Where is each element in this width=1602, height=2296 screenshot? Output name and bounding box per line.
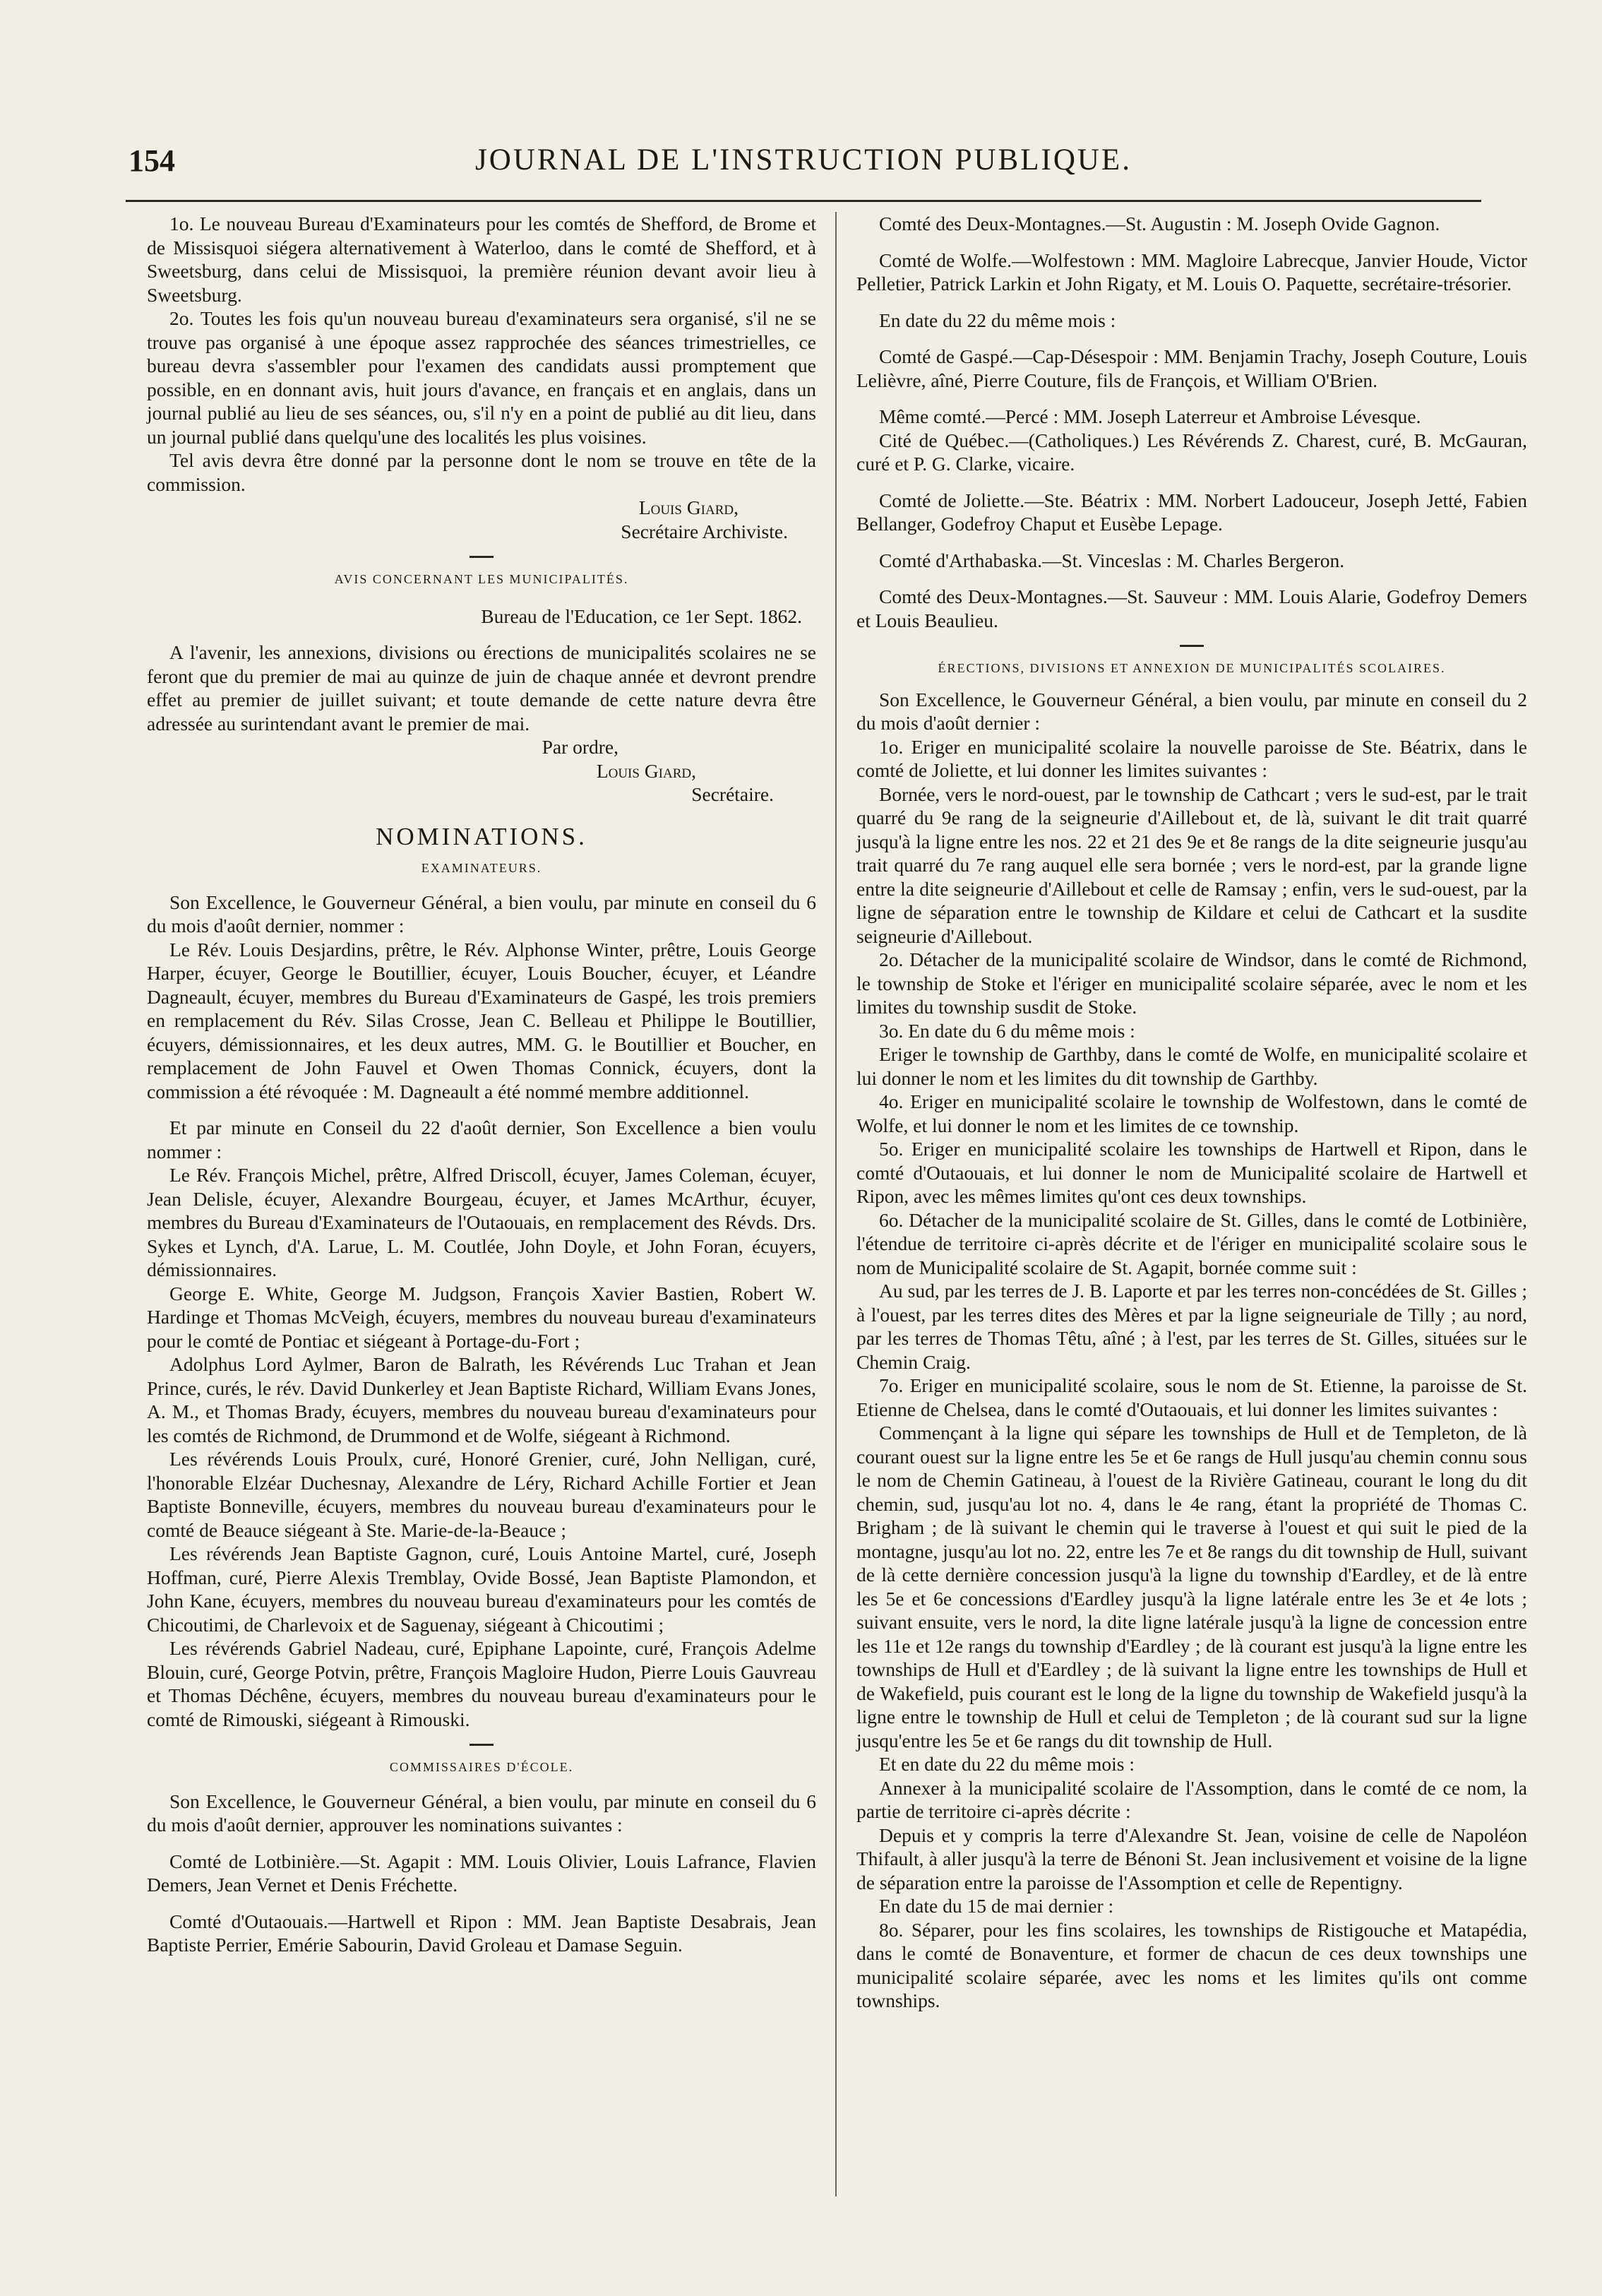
paragraph: Comté des Deux-Montagnes.—St. Sauveur : MM. Louis Alarie, Godefroy Demers et Louis Beaulieu. <box>856 585 1527 631</box>
right-column <box>856 212 1527 2013</box>
page-header <box>126 141 1481 191</box>
subsection-heading-examinateurs: EXAMINATEURS. <box>421 861 542 875</box>
left-column <box>147 212 816 1957</box>
paragraph: 8o. Séparer, pour les fins scolaires, les townships de Ristigouche et Matapédia, dans le comté de Bonaventure, et former de chacun de ces deux townships une municipalité scolaire séparée, avec les noms et les limites qu'ils ont comme townships. <box>856 1918 1527 2011</box>
header-rule <box>126 200 1481 202</box>
paragraph: En date du 22 du même mois : <box>879 309 1116 331</box>
paragraph: Le Rév. Louis Desjardins, prêtre, le Rév. Alphonse Winter, prêtre, Louis George Harper, écuyer, George le Boutillier, écuyer, Louis Boucher, écuyer, et Léandre Dagneault, écuyer, membres du Bureau d'Examinateurs de Gaspé, les trois premiers en remplacement du Rév. Silas Crosse, Jean C. Belleau et Philippe le Boutillier, écuyers, démissionnaires, et les deux autres, MM. G. le Boutillier et Boucher, en remplacement de John Fauvel et Owen Thomas Connick, écuyers, dont la commission a été révoquée : M. Dagneault a été nommé membre additionnel. <box>147 938 816 1102</box>
paragraph: Depuis et y compris la terre d'Alexandre St. Jean, voisine de celle de Napoléon Thifault, à aller jusqu'à la terre de Bénoni St. Jean inclusivement et voisine de la ligne de séparation entre la paroisse de l'Assomption et celle de Repentigny. <box>856 1824 1527 1893</box>
section-divider <box>470 1744 494 1746</box>
paragraph: En date du 15 de mai dernier : <box>879 1895 1114 1917</box>
paragraph: George E. White, George M. Judgson, François Xavier Bastien, Robert W. Hardinge et Thomas McVeigh, écuyers, membres du nouveau bureau d'examinateurs pour le comté de Pontiac et siégeant à Portage-du-Fort ; <box>147 1282 816 1352</box>
paragraph: Les révérends Louis Proulx, curé, Honoré Grenier, curé, John Nelligan, curé, l'honorable Elzéar Duchesnay, Alexandre de Léry, Richard Achille Fortier et Jean Baptiste Bonneville, écuyers, membres du nouveau bureau d'examinateurs pour le comté de Beauce siégeant à Ste. Marie-de-la-Beauce ; <box>147 1448 816 1541</box>
paragraph: 2o. Détacher de la municipalité scolaire de Windsor, dans le comté de Richmond, le township de Stoke et l'ériger en municipalité scolaire séparée, avec le nom et les limites du township susdit de Stoke. <box>856 948 1527 1018</box>
paragraph: Adolphus Lord Aylmer, Baron de Balrath, les Révérends Luc Trahan et Jean Prince, curés, le rév. David Dunkerley et Jean Baptiste Richard, William Evans Jones, A. M., et Thomas Brady, écuyers, membres du nouveau bureau d'examinateurs pour les comtés de Richmond, de Drummond et de Wolfe, siégeant à Richmond. <box>147 1353 816 1446</box>
paragraph: 5o. Eriger en municipalité scolaire les townships de Hartwell et Ripon, dans le comté d'Outaouais, et lui donner le nom de Municipalité scolaire de Hartwell et Ripon, avec les mêmes limites qu'ont ces deux townships. <box>856 1138 1527 1207</box>
signature-order: Par ordre, <box>542 736 618 758</box>
signature-title: Secrétaire Archiviste. <box>621 520 788 542</box>
signature-title: Secrétaire. <box>691 783 774 805</box>
paragraph: Même comté.—Percé : MM. Joseph Laterreur et Ambroise Lévesque. <box>879 405 1421 427</box>
paragraph: Comté d'Outaouais.—Hartwell et Ripon : MM. Jean Baptiste Desabrais, Jean Baptiste Perrier, Emérie Sabourin, David Groleau et Damase Seguin. <box>147 1910 816 1956</box>
subsection-heading-commissaires: COMMISSAIRES D'ÉCOLE. <box>389 1760 574 1774</box>
section-heading-erections: ÉRECTIONS, DIVISIONS ET ANNEXION DE MUNICIPALITÉS SCOLAIRES. <box>938 661 1446 675</box>
column-rule <box>835 212 837 2196</box>
paragraph: Les révérends Jean Baptiste Gagnon, curé, Louis Antoine Martel, curé, Joseph Hoffman, curé, Pierre Alexis Tremblay, Ovide Bossé, Jean Baptiste Plamondon, et John Kane, écuyers, membres du nouveau bureau d'examinateurs pour les comtés de Chicoutimi, de Charlevoix et de Saguenay, siégeant à Chicoutimi ; <box>147 1542 816 1636</box>
paragraph: Comté de Gaspé.—Cap-Désespoir : MM. Benjamin Trachy, Joseph Couture, Louis Lelièvre, aîné, Pierre Couture, fils de François, et William O'Brien. <box>856 345 1527 391</box>
paragraph: Comté de Wolfe.—Wolfestown : MM. Magloire Labrecque, Janvier Houde, Victor Pelletier, Patrick Larkin et John Rigaty, et M. Louis O. Paquette, secrétaire-trésorier. <box>856 249 1527 295</box>
paragraph: Au sud, par les terres de J. B. Laporte et par les terres non-concédées de St. Gilles ; à l'ouest, par les terres dites des Mères et par la ligne seigneuriale de Tilly ; au nord, par les terres de Thomas Têtu, aîné ; à l'est, par les terres de St. Gilles, situées sur le Chemin Craig. <box>856 1280 1527 1373</box>
paragraph: 2o. Toutes les fois qu'un nouveau bureau d'examinateurs sera organisé, s'il ne se trouve pas organisé à une époque assez rapprochée des séances trimestrielles, ce bureau devra s'assembler pour l'examen des candidats aussi promptement que possible, en en donnant avis, huit jours d'avance, en français et en anglais, dans un journal publié au lieu de ses séances, ou, s'il n'y en a point de publié au dit lieu, dans un journal publié dans quelqu'une des localités les plus voisines. <box>147 307 816 448</box>
paragraph: 1o. Le nouveau Bureau d'Examinateurs pour les comtés de Shefford, de Brome et de Missisquoi siégera alternativement à Waterloo, dans le comté de Shefford, et à Sweetsburg, dans celui de Missisquoi, la première réunion devant avoir lieu à Sweetsburg. <box>147 213 816 306</box>
section-divider <box>1180 645 1204 647</box>
section-heading-avis: AVIS CONCERNANT LES MUNICIPALITÉS. <box>334 572 629 586</box>
paragraph: Les révérends Gabriel Nadeau, curé, Epiphane Lapointe, curé, François Adelme Blouin, curé, George Potvin, prêtre, François Magloire Hudon, Pierre Louis Gauvreau et Thomas Déchêne, écuyers, membres du nouveau bureau d'examinateurs pour le comté de Rimouski, siégeant à Rimouski. <box>147 1637 816 1730</box>
paragraph: Comté d'Arthabaska.—St. Vinceslas : M. Charles Bergeron. <box>879 549 1345 571</box>
paragraph: 4o. Eriger en municipalité scolaire le township de Wolfestown, dans le comté de Wolfe, et lui donner le nom et les limites de ce township. <box>856 1090 1527 1136</box>
paragraph: 6o. Détacher de la municipalité scolaire de St. Gilles, dans le comté de Lotbinière, l'étendue de territoire ci-après décrite et de l'ériger en municipalité scolaire sous le nom de Municipalité scolaire de St. Agapit, bornée comme suit : <box>856 1208 1527 1278</box>
paragraph: Son Excellence, le Gouverneur Général, a bien voulu, par minute en conseil du 2 du mois d'août dernier : <box>856 688 1527 734</box>
paragraph: 3o. En date du 6 du même mois : <box>879 1019 1135 1042</box>
paragraph: Et par minute en Conseil du 22 d'août dernier, Son Excellence a bien voulu nommer : <box>147 1117 816 1162</box>
paragraph: Son Excellence, le Gouverneur Général, a bien voulu, par minute en conseil du 6 du mois d'août dernier, approuver les nominations suivantes : <box>147 1790 816 1836</box>
paragraph: Comté de Lotbinière.—St. Agapit : MM. Louis Olivier, Louis Lafrance, Flavien Demers, Jean Vernet et Denis Fréchette. <box>147 1850 816 1896</box>
paragraph: Commençant à la ligne qui sépare les townships de Hull et de Templeton, de là courant ouest sur la ligne entre les 5e et 6e rangs de Hull jusqu'au chemin connu sous le nom de Chemin Gatineau, à l'ouest de la Rivière Gatineau, courant le long du dit chemin, sud, jusqu'au lot no. 4, dans le 4e rang, étant la propriété de Thomas C. Brigham ; de là suivant le chemin qui le traverse à l'ouest et qui suit le pied de la montagne, jusqu'au lot no. 22, entre les 7e et 8e rangs du dit township de Hull, suivant de là cette dernière concession jusqu'à la ligne du township d'Eardley, et de là entre les 5e et 6e concessions d'Eardley jusqu'à la ligne latérale entre les 3e et 4e lots ; suivant ensuite, vers le nord, la dite ligne latérale jusqu'à la ligne de concession entre les 11e et 12e rangs du township d'Eardley ; de là courant est jusqu'à la ligne entre les townships de Hull et d'Eardley ; de là suivant la ligne entre les townships de Hull et de Wakefield, puis courant est le long de la ligne du township de Wakefield jusqu'à la ligne entre le township de Hull et celui de Templeton ; de là courant sud sur la ligne jusqu'entre les 5e et 6e rangs du dit township de Hull. <box>856 1422 1527 1751</box>
paragraph: A l'avenir, les annexions, divisions ou érections de municipalités scolaires ne se feront que du premier de mai au quinze de juin de chaque année et devront prendre effet au premier de juillet suivant; et toute demande de cette nature devra être adressée au surintendant avant le premier de mai. <box>147 641 816 734</box>
running-title: JOURNAL DE L'INSTRUCTION PUBLIQUE. <box>475 143 1132 177</box>
paragraph: 7o. Eriger en municipalité scolaire, sous le nom de St. Etienne, la paroisse de St. Etienne de Chelsea, dans le comté d'Outaouais, et lui donner les limites suivantes : <box>856 1374 1527 1420</box>
paragraph: Cité de Québec.—(Catholiques.) Les Révérends Z. Charest, curé, B. McGauran, curé et P. G. Clarke, vicaire. <box>856 429 1527 475</box>
section-heading-nominations: NOMINATIONS. <box>376 822 587 850</box>
signature-name: Louis Giard, <box>596 759 696 782</box>
paragraph: Bornée, vers le nord-ouest, par le township de Cathcart ; vers le sud-est, par le trait quarré du 9e rang de la seigneurie d'Aillebout et, de là, suivant le dit trait quarré jusqu'à la ligne entre les nos. 22 et 21 des 9e et 8e rangs de la dite seigneurie jusqu'au trait quarré du 7e rang auquel elle sera bornée ; vers le nord-est, par la grande ligne entre la dite seigneurie d'Aillebout et celle de Ramsay ; enfin, vers le sud-ouest, par la ligne de séparation entre le township de Kildare et celui de Cathcart et la susdite seigneurie d'Aillebout. <box>856 783 1527 947</box>
avis-dateline: Bureau de l'Education, ce 1er Sept. 1862. <box>481 605 802 627</box>
paragraph: Tel avis devra être donné par la personne dont le nom se trouve en tête de la commission. <box>147 449 816 495</box>
paragraph: Et en date du 22 du même mois : <box>879 1753 1135 1775</box>
page-number: 154 <box>128 143 175 178</box>
paragraph: Eriger le township de Garthby, dans le comté de Wolfe, en municipalité scolaire et lui donner le nom et les limites du dit township de Garthby. <box>856 1043 1527 1089</box>
paragraph: Annexer à la municipalité scolaire de l'Assomption, dans le comté de ce nom, la partie de territoire ci-après décrite : <box>856 1776 1527 1822</box>
paragraph: Son Excellence, le Gouverneur Général, a bien voulu, par minute en conseil du 6 du mois d'août dernier, nommer : <box>147 891 816 936</box>
section-divider <box>470 556 494 558</box>
paragraph: Comté des Deux-Montagnes.—St. Augustin : M. Joseph Ovide Gagnon. <box>879 213 1440 234</box>
paragraph: Le Rév. François Michel, prêtre, Alfred Driscoll, écuyer, James Coleman, écuyer, Jean Delisle, écuyer, Alexandre Bourgeau, écuyer, et James McArthur, écuyer, membres du Bureau d'Examinateurs de l'Outaouais, en remplacement des Révds. Drs. Sykes et Lynch, d'A. Larue, L. M. Coutlée, John Doyle, et John Foran, écuyers, démissionnaires. <box>147 1164 816 1280</box>
paragraph: 1o. Eriger en municipalité scolaire la nouvelle paroisse de Ste. Béatrix, dans le comté de Joliette, et lui donner les limites suivantes : <box>856 735 1527 781</box>
signature-name: Louis Giard, <box>638 496 739 518</box>
paragraph: Comté de Joliette.—Ste. Béatrix : MM. Norbert Ladouceur, Joseph Jetté, Fabien Bellanger, Godefroy Chaput et Eusèbe Lepage. <box>856 489 1527 535</box>
